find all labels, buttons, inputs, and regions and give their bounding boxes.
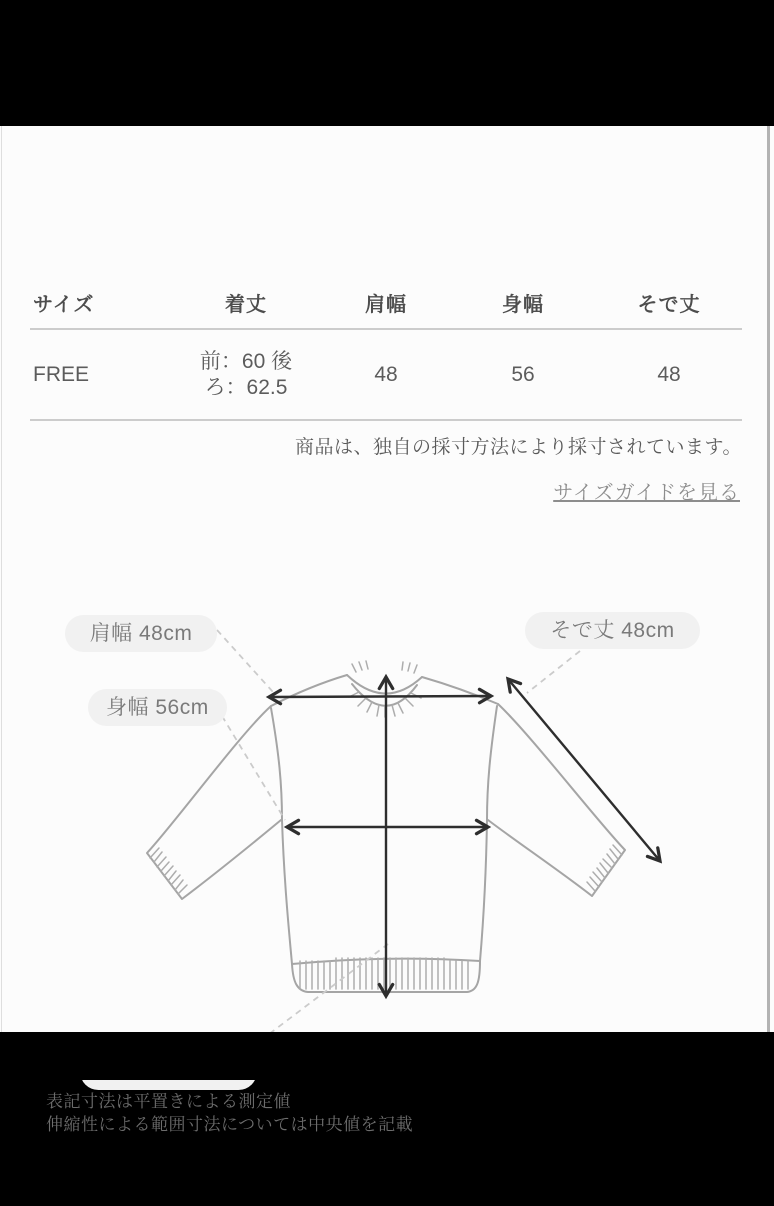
size-table-data-row	[30, 330, 742, 419]
cell-length-line1: 前：60 後	[199, 349, 293, 373]
left-sleeve	[147, 706, 281, 899]
bottom-letterbox-bar	[0, 1032, 774, 1080]
right-sleeve	[488, 704, 625, 896]
shoulder-width-leader	[217, 630, 273, 692]
sleeve-length-arrow	[508, 679, 660, 861]
collar-outer-curve	[352, 684, 417, 706]
cell-body-width: 56	[511, 362, 535, 386]
cell-shoulder-width: 48	[374, 362, 398, 386]
measurement-method-note: 商品は、独自の採寸方法により採寸されています。	[295, 437, 742, 458]
column-header-sleeve-length: そで丈	[637, 293, 701, 316]
column-header-size: サイズ	[33, 293, 95, 316]
content-right-edge-line	[767, 126, 770, 1032]
body-width-leader	[222, 716, 285, 820]
size-table-header-row	[30, 276, 742, 328]
cell-sleeve-length: 48	[657, 362, 681, 386]
left-body-seam	[271, 708, 292, 964]
shoulder-width-arrow	[269, 696, 491, 697]
measurement-arrows	[269, 677, 660, 996]
collar-inner-curve	[347, 675, 422, 694]
shoulder-width-label: 肩幅 48cm	[65, 615, 217, 652]
measurement-footnotes	[46, 1090, 413, 1136]
left-cuff-hatches	[150, 848, 187, 894]
right-cuff-hatches	[587, 845, 622, 891]
right-body-seam	[480, 706, 497, 961]
cell-size: FREE	[33, 362, 90, 386]
table-divider	[30, 419, 742, 421]
sleeve-length-leader	[527, 651, 580, 693]
collar-hatches	[349, 661, 421, 717]
top-letterbox-bar	[0, 0, 774, 126]
size-chart-content	[0, 126, 774, 1134]
size-guide-link[interactable]: サイズガイドを見る	[553, 482, 740, 504]
right-shoulder-line	[422, 677, 498, 704]
hem-outline	[292, 961, 480, 992]
size-table	[30, 276, 742, 421]
footnote-line-1: 表記寸法は平置きによる測定値	[46, 1092, 291, 1111]
column-header-shoulder-width: 肩幅	[365, 293, 407, 316]
label-leader-lines	[217, 630, 580, 1047]
content-left-edge-line	[1, 126, 2, 1032]
column-header-length: 着丈	[225, 293, 267, 316]
hem-hatches	[300, 958, 468, 989]
left-shoulder-line	[271, 675, 347, 706]
body-width-label: 身幅 56cm	[88, 689, 227, 726]
footnote-line-2: 伸縮性による範囲寸法については中央値を記載	[46, 1115, 414, 1134]
cell-length-line2: ろ：62.5	[204, 375, 288, 399]
sleeve-length-label: そで丈 48cm	[525, 612, 700, 649]
cell-length	[170, 349, 322, 401]
hem-rib-top	[292, 959, 480, 964]
column-header-body-width: 身幅	[502, 293, 544, 316]
